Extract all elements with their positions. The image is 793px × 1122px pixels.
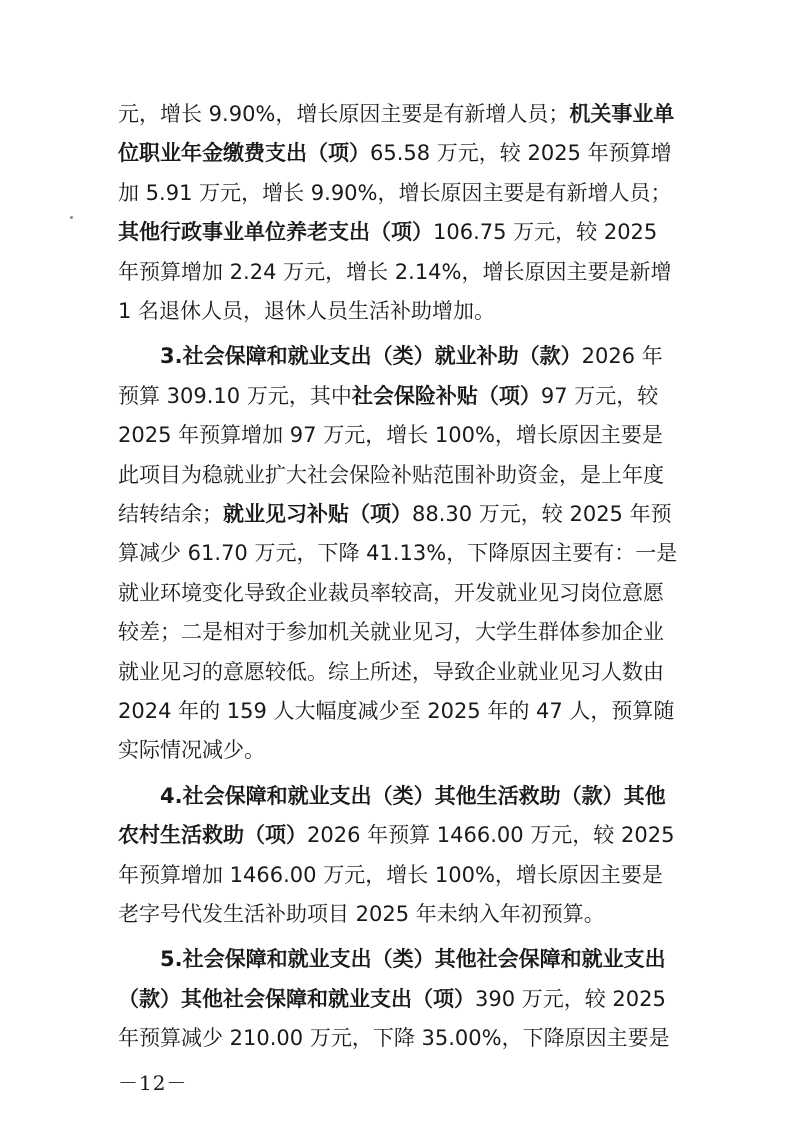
text-line: 预算 309.10 万元，其中社会保险补贴（项）97 万元，较 xyxy=(118,384,659,408)
text-line: 年预算减少 210.00 万元，下降 35.00%，下降原因主要是 xyxy=(118,1026,670,1050)
text-line: 就业环境变化导致企业裁员率较高，开发就业见习岗位意愿 xyxy=(118,581,664,605)
paragraph-heading-3: 3.社会保障和就业支出（类）就业补助（款）2026 年 xyxy=(160,344,663,368)
text-line: 年预算增加 1466.00 万元，增长 100%，增长原因主要是 xyxy=(118,863,663,887)
text-line: 较差；二是相对于参加机关就业见习，大学生群体参加企业 xyxy=(118,620,664,644)
text-line: （款）其他社会保障和就业支出（项）390 万元，较 2025 xyxy=(118,987,666,1011)
text-line: 就业见习的意愿较低。综上所述，导致企业就业见习人数由 xyxy=(118,660,664,684)
text-line: 结转结余；就业见习补贴（项）88.30 万元，较 2025 年预 xyxy=(118,502,672,526)
page-number: －12－ xyxy=(118,1071,188,1095)
text-line: 1 名退休人员，退休人员生活补助增加。 xyxy=(118,299,496,323)
text-line: 实际情况减少。 xyxy=(118,738,265,762)
text-line: 2024 年的 159 人大幅度减少至 2025 年的 47 人，预算随 xyxy=(118,699,675,723)
text-line: 年预算增加 2.24 万元，增长 2.14%，增长原因主要是新增 xyxy=(118,260,672,284)
text-line: 2025 年预算增加 97 万元，增长 100%，增长原因主要是 xyxy=(118,423,663,447)
text-line: 位职业年金缴费支出（项）65.58 万元，较 2025 年预算增 xyxy=(118,141,672,165)
text-line: 其他行政事业单位养老支出（项）106.75 万元，较 2025 xyxy=(118,220,658,244)
text-line: 算减少 61.70 万元，下降 41.13%，下降原因主要有：一是 xyxy=(118,541,678,565)
scan-speck xyxy=(70,216,73,219)
paragraph-heading-5: 5.社会保障和就业支出（类）其他社会保障和就业支出 xyxy=(160,947,666,971)
text-line: 加 5.91 万元，增长 9.90%，增长原因主要是有新增人员； xyxy=(118,181,672,205)
paragraph-heading-4: 4.社会保障和就业支出（类）其他生活救助（款）其他 xyxy=(160,784,666,808)
text-line: 农村生活救助（项）2026 年预算 1466.00 万元，较 2025 xyxy=(118,823,675,847)
text-line: 此项目为稳就业扩大社会保险补贴范围补助资金，是上年度 xyxy=(118,463,664,487)
text-line: 老字号代发生活补助项目 2025 年未纳入年初预算。 xyxy=(118,902,605,926)
text-line: 元，增长 9.90%，增长原因主要是有新增人员；机关事业单 xyxy=(118,102,675,126)
